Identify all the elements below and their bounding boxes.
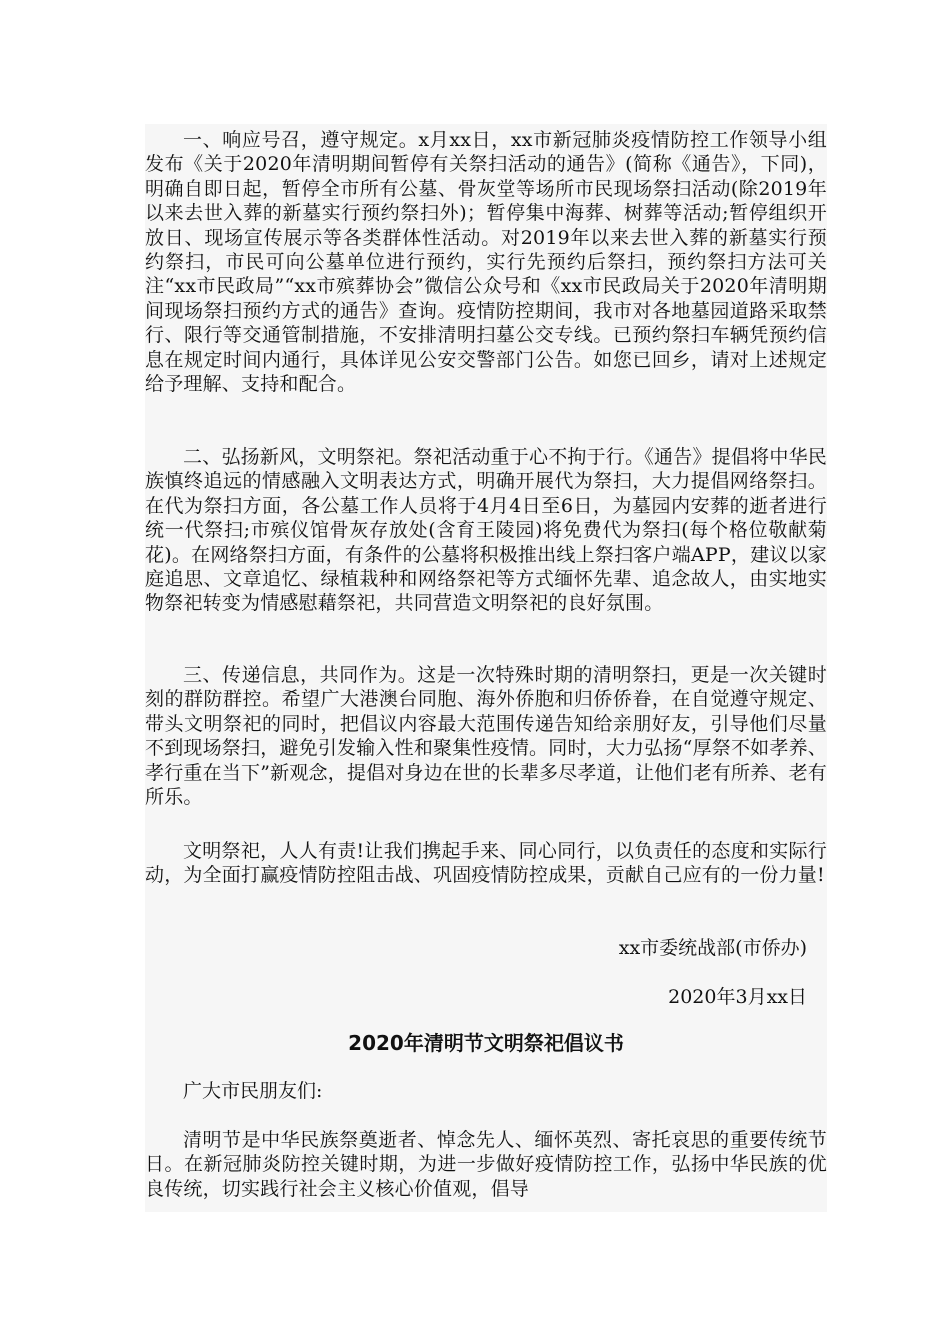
document-title: 2020年清明节文明祭祀倡议书 (348, 1031, 624, 1055)
signature-date: 2020年3月xx日 (668, 986, 807, 1008)
salutation: 广大市民朋友们: (183, 1080, 323, 1102)
signature-organization: xx市委统战部(市侨办) (618, 937, 807, 959)
paragraph-1: 一、响应号召，遵守规定。x月xx日，xx市新冠肺炎疫情防控工作领导小组发布《关于2020年清明期间暂停有关祭扫活动的通告》(简称《通告》，下同)，明确自即日起，暂停全市所有公墓、骨灰堂等场所市民现场祭扫活动(除2019年以来去世入葬的新墓实行预约祭扫外)；暂停集中海葬、树葬等活动;暂停组织开放日、现场宣传展示等各类群体性活动。对2019年以来去世入葬的新墓实行预约祭扫，市民可向公墓单位进行预约，实行先预约后祭扫，预约祭扫方法可关注“xx市民政局”“xx市殡葬协会”微信公众号和《xx市民政局关于2020年清明期间现场祭扫预约方式的通告》查询。疫情防控期间，我市对各地墓园道路采取禁行、限行等交通管制措施，不安排清明扫墓公交专线。已预约祭扫车辆凭预约信息在规定时间内通行，具体详见公安交警部门公告。如您已回乡，请对上述规定给予理解、支持和配合。 (145, 129, 827, 396)
paragraph-intro: 清明节是中华民族祭奠逝者、悼念先人、缅怀英烈、寄托哀思的重要传统节日。在新冠肺炎防控关键时期，为进一步做好疫情防控工作，弘扬中华民族的优良传统，切实践行社会主义核心价值观，倡导 (145, 1129, 827, 1200)
paragraph-4: 文明祭祀，人人有责!让我们携起手来、同心同行，以负责任的态度和实际行动，为全面打赢疫情防控阻击战、巩固疫情防控成果，贡献自己应有的一份力量! (145, 840, 827, 887)
paragraph-3: 三、传递信息，共同作为。这是一次特殊时期的清明祭扫，更是一次关键时刻的群防群控。希望广大港澳台同胞、海外侨胞和归侨侨眷，在自觉遵守规定、带头文明祭祀的同时，把倡议内容最大范围传递告知给亲朋好友，引导他们尽量不到现场祭扫，避免引发输入性和聚集性疫情。同时，大力弘扬“厚祭不如孝养、孝行重在当下”新观念，提倡对身边在世的长辈多尽孝道，让他们老有所养、老有所乐。 (145, 664, 827, 809)
paragraph-2: 二、弘扬新风，文明祭祀。祭祀活动重于心不拘于行。《通告》提倡将中华民族慎终追远的情感融入文明表达方式，明确开展代为祭扫，大力提倡网络祭扫。在代为祭扫方面，各公墓工作人员将于4月4日至6日，为墓园内安葬的逝者进行统一代祭扫;市殡仪馆骨灰存放处(含育王陵园)将免费代为祭扫(每个格位敬献菊花)。在网络祭扫方面，有条件的公墓将积极推出线上祭扫客户端APP，建议以家庭追思、文章追忆、绿植栽种和网络祭祀等方式缅怀先辈、追念故人，由实地实物祭祀转变为情感慰藉祭祀，共同营造文明祭祀的良好氛围。 (145, 446, 827, 615)
document-page (145, 124, 827, 1212)
